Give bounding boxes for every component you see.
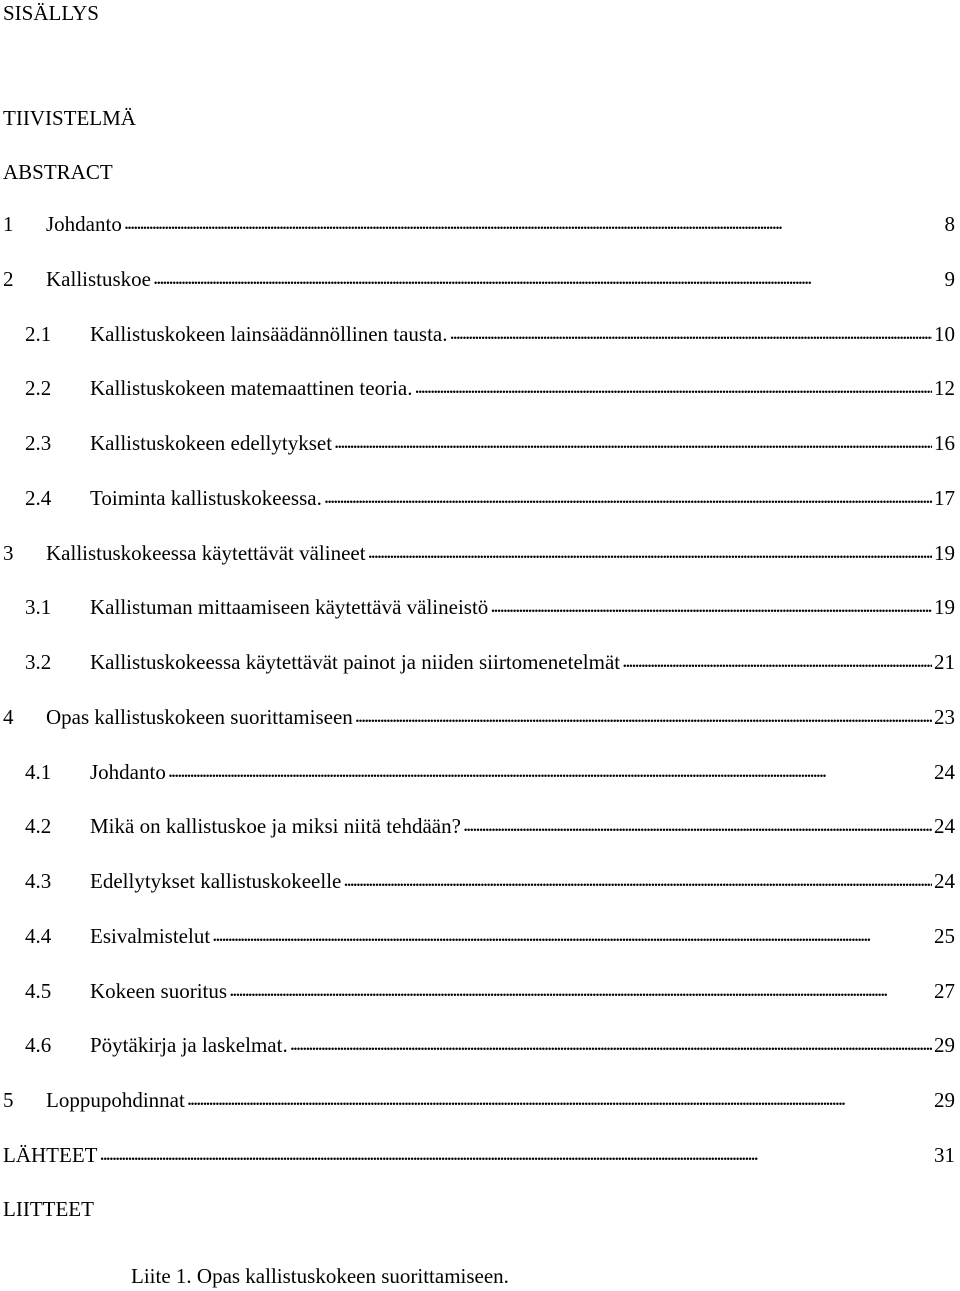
toc-entry-number: 4.2 (25, 814, 52, 838)
toc-entry-title: Kallistuskokeessa käytettävät painot ja niiden siirtomenetelmät (90, 650, 621, 674)
toc-entry-title: Kallistuskokeen edellytykset (90, 431, 333, 455)
toc-entry-number: 2.3 (25, 431, 52, 455)
toc-entry-page: 10 (934, 322, 955, 346)
toc-entry-page: 25 (934, 924, 955, 948)
toc-entry (25, 486, 955, 510)
toc-dot-leader (153, 265, 943, 289)
toc-entry-number: 2.1 (25, 322, 52, 346)
toc-entry-number: 4.5 (25, 979, 52, 1003)
toc-dot-leader (187, 1086, 932, 1110)
toc-entry-title: Mikä on kallistuskoe ja miksi niitä tehdään? (90, 814, 461, 838)
toc-entry-number: 1 (3, 212, 14, 236)
toc-entry-number: 4.1 (25, 760, 52, 784)
toc-entry (25, 431, 955, 455)
toc-dot-leader (168, 758, 932, 782)
toc-dot-leader (450, 320, 933, 344)
toc-entry-number: 2.2 (25, 376, 52, 400)
toc-entry-page: 24 (934, 869, 955, 893)
toc-entry (3, 1088, 955, 1112)
toc-entry (25, 979, 955, 1003)
toc-entry-page: 12 (934, 376, 955, 400)
heading-tiivistelma: TIIVISTELMÄ (3, 106, 136, 130)
toc-entry-title: Pöytäkirja ja laskelmat. (90, 1033, 288, 1057)
toc-entry-title: Johdanto (46, 212, 122, 236)
toc-dot-leader (368, 539, 932, 563)
toc-entry (25, 814, 955, 838)
toc-entry (25, 1033, 955, 1057)
toc-entry-number: 5 (3, 1088, 14, 1112)
toc-entry-page: 24 (934, 814, 955, 838)
toc-entry-title: Esivalmistelut (90, 924, 211, 948)
toc-entry-number: 4 (3, 705, 14, 729)
toc-entry-number: 3.1 (25, 595, 52, 619)
toc-entry (3, 541, 955, 565)
toc-entry-number: 4.3 (25, 869, 52, 893)
toc-entry-page: 8 (944, 212, 955, 236)
toc-entry-number: 2.4 (25, 486, 52, 510)
toc-dot-leader (334, 429, 932, 453)
toc-entry-page: 27 (934, 979, 955, 1003)
toc-dot-leader (490, 593, 932, 617)
toc-entry (3, 705, 955, 729)
toc-entry (3, 1143, 955, 1167)
toc-entry (25, 322, 955, 346)
toc-entry-page: 23 (934, 705, 955, 729)
toc-entry-title: Kallistuskokeessa käytettävät välineet (46, 541, 366, 565)
toc-entry-title: Toiminta kallistuskokeessa. (90, 486, 322, 510)
toc-entry (25, 650, 955, 674)
toc-dot-leader (212, 922, 932, 946)
toc-entry-page: 29 (934, 1088, 955, 1112)
toc-entry-title: Kallistuskokeen lainsäädännöllinen tausta. (90, 322, 448, 346)
toc-entry-page: 31 (934, 1143, 955, 1167)
toc-entry (3, 267, 955, 291)
toc-dot-leader (124, 210, 943, 234)
toc-entry-title: Kokeen suoritus (90, 979, 228, 1003)
toc-entry-number: 3 (3, 541, 14, 565)
toc-entry-title: Johdanto (90, 760, 166, 784)
toc-entry-page: 29 (934, 1033, 955, 1057)
toc-entry-title: LÄHTEET (3, 1143, 98, 1167)
toc-title: SISÄLLYS (3, 1, 99, 25)
toc-entry (25, 760, 955, 784)
toc-dot-leader (290, 1031, 932, 1055)
toc-entry-title: Edellytykset kallistuskokeelle (90, 869, 342, 893)
toc-entry-number: 3.2 (25, 650, 52, 674)
toc-entry-page: 9 (944, 267, 955, 291)
toc-entry-number: 4.4 (25, 924, 52, 948)
toc-entry-page: 19 (934, 595, 955, 619)
toc-dot-leader (622, 648, 932, 672)
toc-entry-title: Kallistuskoe (46, 267, 151, 291)
toc-dot-leader (343, 867, 932, 891)
heading-liitteet: LIITTEET (3, 1197, 94, 1221)
toc-entry-page: 16 (934, 431, 955, 455)
toc-entry (3, 212, 955, 236)
toc-entry-page: 24 (934, 760, 955, 784)
toc-dot-leader (99, 1141, 932, 1165)
toc-entry (25, 595, 955, 619)
toc-dot-leader (355, 703, 932, 727)
toc-entry-page: 19 (934, 541, 955, 565)
toc-entry (25, 924, 955, 948)
toc-entry-title: Kallistuman mittaamiseen käytettävä välineistö (90, 595, 489, 619)
toc-entry (25, 869, 955, 893)
toc-dot-leader (324, 484, 932, 508)
toc-dot-leader (463, 812, 932, 836)
heading-abstract: ABSTRACT (3, 160, 113, 184)
toc-entry (25, 376, 955, 400)
toc-entry-title: Kallistuskokeen matemaattinen teoria. (90, 376, 413, 400)
toc-entry-number: 4.6 (25, 1033, 52, 1057)
toc-entry-title: Opas kallistuskokeen suorittamiseen (46, 705, 353, 729)
appendix-item: Liite 1. Opas kallistuskokeen suorittamiseen. (131, 1264, 509, 1288)
toc-entry-number: 2 (3, 267, 14, 291)
toc-dot-leader (229, 977, 932, 1001)
toc-entry-title: Loppupohdinnat (46, 1088, 185, 1112)
toc-entry-page: 21 (934, 650, 955, 674)
toc-dot-leader (414, 374, 932, 398)
toc-entry-page: 17 (934, 486, 955, 510)
